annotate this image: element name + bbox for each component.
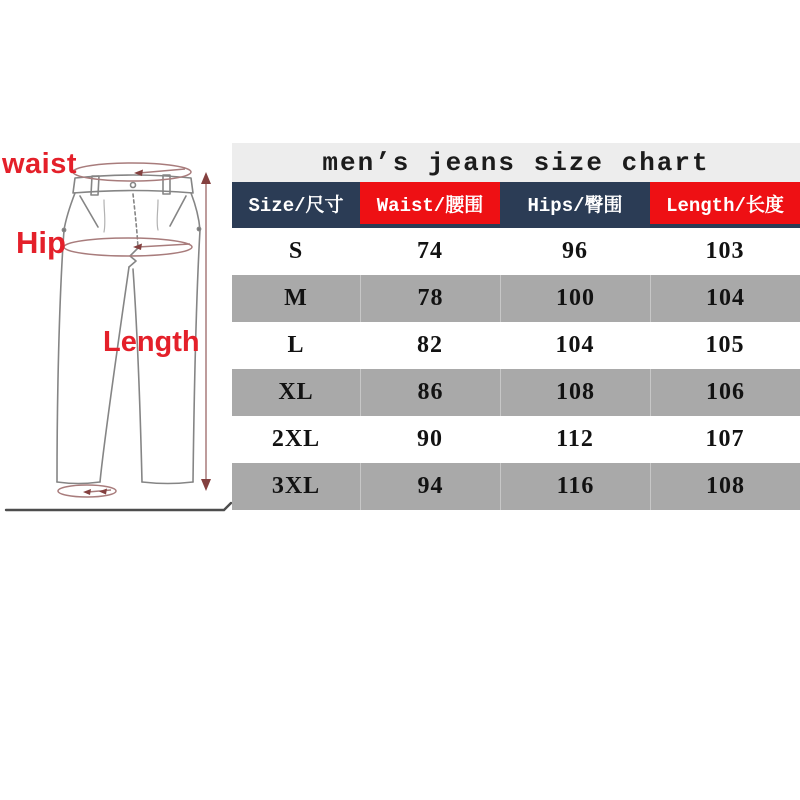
cell-length: 107 [705,426,745,452]
waist-ellipse [73,163,191,181]
table-row-m [232,275,800,322]
chart-title: men’s jeans size chart [232,143,800,182]
hip-label: Hip [16,225,66,260]
waist-arrow-line [139,169,185,173]
cell-waist: 74 [417,238,443,264]
crotch-seam [129,248,138,267]
pants-measurement-diagram [0,0,232,800]
hem-arrow-head-2 [99,489,107,495]
table-row-3xl [232,463,800,510]
table-header-row [232,182,800,228]
cell-waist: 78 [360,275,500,322]
stitch-lines [104,200,158,232]
left-pocket [80,196,98,227]
length-arrow-head-bottom [201,479,211,491]
hip-arrow-line [138,244,190,247]
waist-button [131,183,136,188]
floor-baseline [6,503,231,510]
left-inseam [100,267,129,482]
size-chart-table [232,143,800,510]
hip-ellipse [64,238,192,256]
cell-length: 103 [705,238,745,264]
right-pocket [170,196,186,226]
cell-length: 108 [650,463,800,510]
table-row-s [232,228,800,275]
cell-size: S [288,238,304,264]
right-pocket-mark [197,227,200,230]
cell-length: 104 [650,275,800,322]
cell-hips: 100 [500,275,650,322]
header-waist: Waist/腰围 [360,182,500,224]
header-size: Size/尺寸 [232,182,360,224]
cell-hips: 112 [556,426,594,452]
right-hem [142,482,193,484]
table-row-2xl [232,416,800,463]
cell-waist: 86 [360,369,500,416]
header-length: Length/长度 [650,182,800,224]
cell-size: L [287,332,305,358]
cell-hips: 104 [555,332,595,358]
cell-hips: 116 [500,463,650,510]
length-arrow-head-top [201,172,211,184]
table-row-xl [232,369,800,416]
header-hips: Hips/臀围 [500,182,650,224]
length-label: Length [103,326,200,358]
left-hem [57,482,100,484]
cell-size: 2XL [271,426,321,452]
cell-hips: 108 [500,369,650,416]
cell-waist: 90 [417,426,443,452]
right-inseam [133,269,142,482]
cell-hips: 96 [562,238,588,264]
table-row-l [232,322,800,369]
waist-label: waist [2,148,78,180]
cell-size: XL [278,379,314,405]
cell-length: 105 [705,332,745,358]
fly-stitch [133,194,138,248]
cell-waist: 82 [417,332,443,358]
hem-arrow-head-1 [83,489,91,495]
cell-waist: 94 [360,463,500,510]
cell-length: 106 [650,369,800,416]
cell-size: 3XL [271,473,321,499]
cell-size: M [284,285,308,311]
